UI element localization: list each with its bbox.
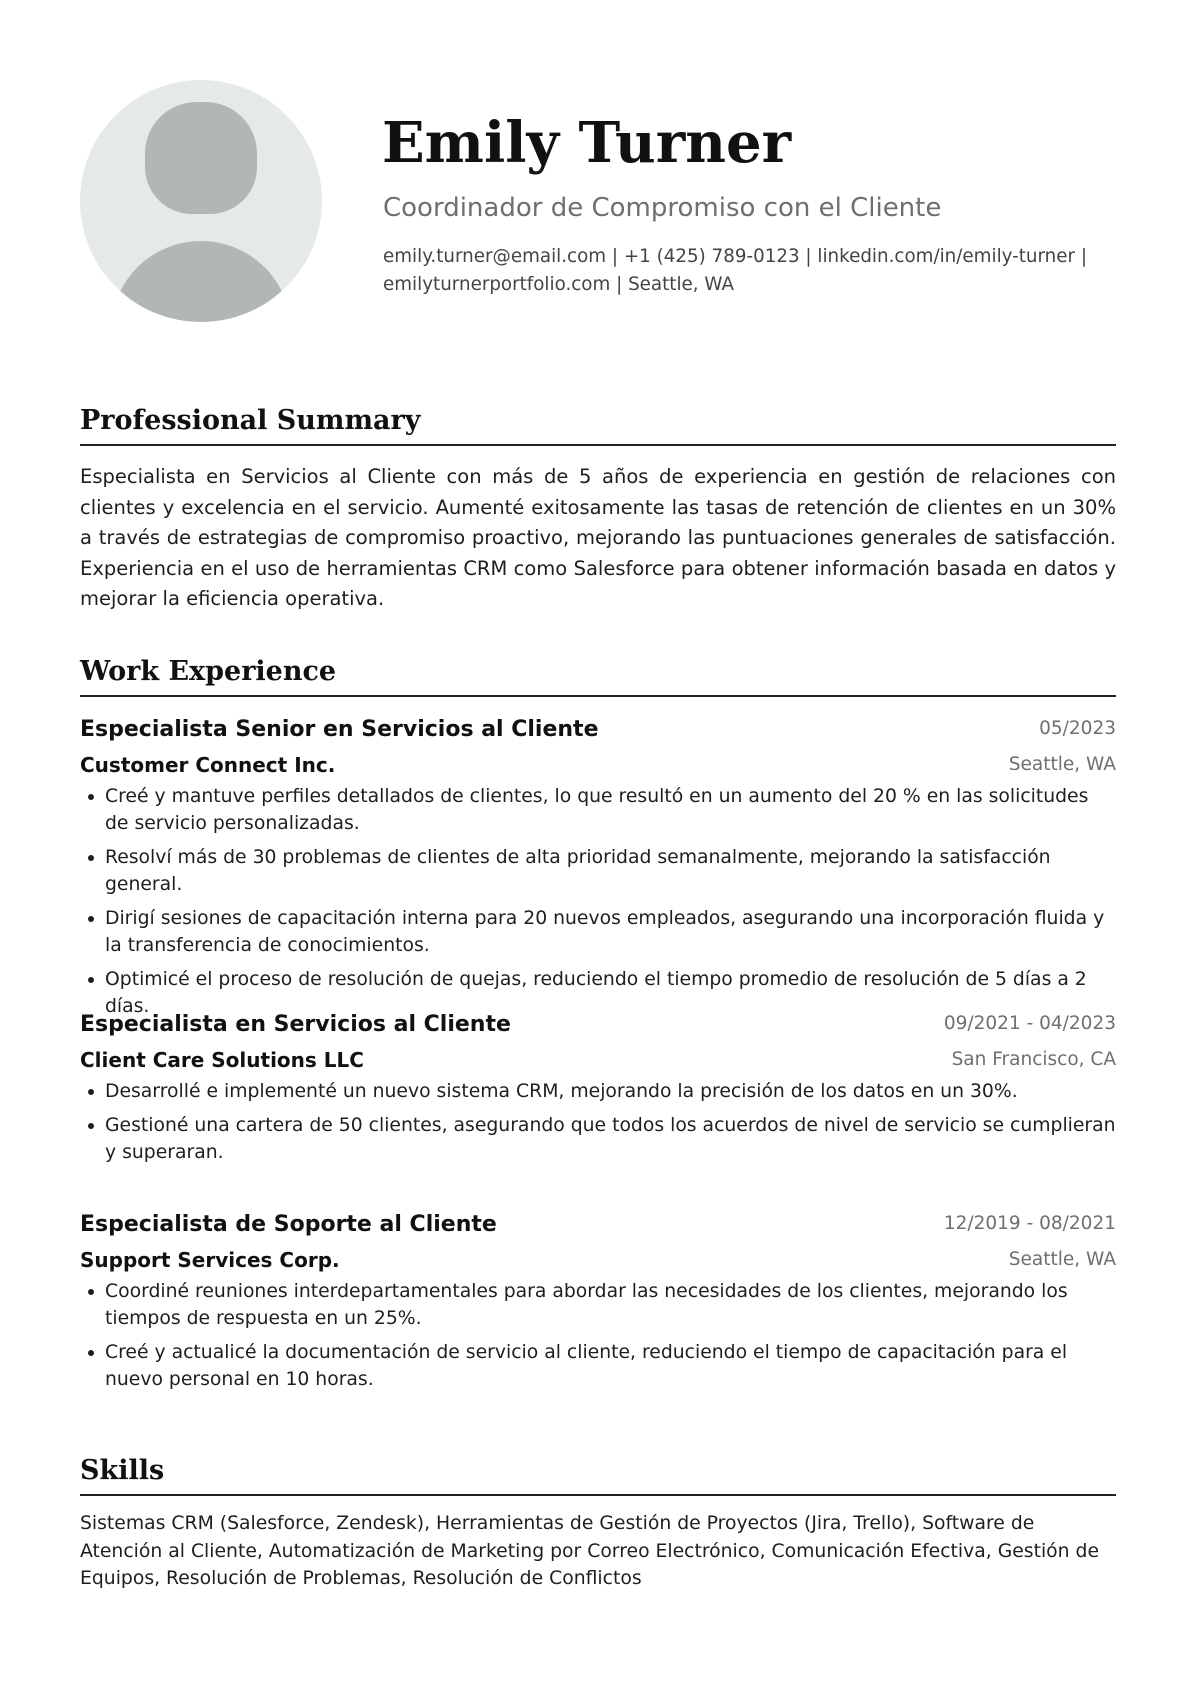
job-location: San Francisco, CA <box>951 1049 1116 1070</box>
avatar-shoulders-shape <box>111 241 291 322</box>
bullet-text: Coordiné reuniones interdepartamentales para abordar las necesidades de los clientes, mejorando los tiempos de respuesta en un 25%. <box>105 1281 1068 1329</box>
summary-heading: Professional Summary <box>80 401 1116 446</box>
avatar-head-shape <box>145 102 257 214</box>
job-bullets <box>80 1078 1116 1166</box>
skills-heading: Skills <box>80 1451 1116 1496</box>
bullet-dot-icon <box>88 1350 94 1356</box>
experience-heading: Work Experience <box>80 652 1116 697</box>
job-entry <box>80 713 1116 1027</box>
contact-line-2: emilyturnerportfolio.com | Seattle, WA <box>383 274 735 295</box>
summary-text: Especialista en Servicios al Cliente con más de 5 años de experiencia en gestión de relaciones con clientes y excelencia en el servicio. Aumenté exitosamente las tasas de retención de clientes en un 30% a través de estrategias de compromiso proactivo, mejorando las puntuaciones generales de satisfacción. Experiencia en el uso de herramientas CRM como Salesforce para obtener información basada en datos y mejorar la eficiencia operativa. <box>80 465 1116 610</box>
bullet-item <box>80 905 1116 959</box>
job-bullets <box>80 783 1116 1020</box>
bullet-text: Desarrollé e implementé un nuevo sistema CRM, mejorando la precisión de los datos en un 30%. <box>105 1081 1018 1102</box>
company-name: Client Care Solutions LLC <box>80 1048 364 1072</box>
job-title: Especialista en Servicios al Cliente <box>80 1012 511 1037</box>
skills-text: Sistemas CRM (Salesforce, Zendesk), Herramientas de Gestión de Proyectos (Jira, Trello), Software de Atención al Cliente, Automatización de Marketing por Correo Electrónico, Comunicación Efectiva, Gestión de Equipos, Resolución de Problemas, Resolución de Conflictos <box>80 1513 1100 1589</box>
job-location: Seattle, WA <box>1008 1249 1116 1270</box>
job-date: 09/2021 - 04/2023 <box>943 1013 1116 1034</box>
bullet-item <box>80 844 1116 898</box>
job-location: Seattle, WA <box>1008 754 1116 775</box>
bullet-dot-icon <box>88 794 94 800</box>
bullet-item <box>80 1278 1116 1332</box>
job-date: 05/2023 <box>1039 718 1116 739</box>
bullet-dot-icon <box>88 1089 94 1095</box>
bullet-dot-icon <box>88 1289 94 1295</box>
avatar-placeholder-icon <box>80 80 322 322</box>
candidate-role: Coordinador de Compromiso con el Cliente <box>383 193 942 223</box>
bullet-dot-icon <box>88 855 94 861</box>
job-title: Especialista Senior en Servicios al Cliente <box>80 717 599 742</box>
contact-info <box>383 243 1123 299</box>
company-name: Customer Connect Inc. <box>80 753 336 777</box>
candidate-name: Emily Turner <box>382 110 792 176</box>
bullet-item <box>80 1112 1116 1166</box>
bullet-text: Optimicé el proceso de resolución de quejas, reduciendo el tiempo promedio de resolución de 5 días a 2 días. <box>105 969 1087 1017</box>
bullet-item <box>80 783 1116 837</box>
company-name: Support Services Corp. <box>80 1248 340 1272</box>
bullet-item <box>80 1339 1116 1393</box>
job-entry <box>80 1208 1116 1400</box>
bullet-text: Gestioné una cartera de 50 clientes, asegurando que todos los acuerdos de nivel de servicio se cumplieran y superaran. <box>105 1115 1116 1163</box>
bullet-item <box>80 1078 1116 1105</box>
job-bullets <box>80 1278 1116 1393</box>
bullet-text: Creé y actualicé la documentación de servicio al cliente, reduciendo el tiempo de capacitación para el nuevo personal en 10 horas. <box>105 1342 1068 1390</box>
bullet-text: Creé y mantuve perfiles detallados de clientes, lo que resultó en un aumento del 20 % en las solicitudes de servicio personalizadas. <box>105 786 1089 834</box>
bullet-text: Dirigí sesiones de capacitación interna para 20 nuevos empleados, asegurando una incorporación fluida y la transferencia de conocimientos. <box>105 908 1105 956</box>
job-date: 12/2019 - 08/2021 <box>943 1213 1116 1234</box>
bullet-dot-icon <box>88 977 94 983</box>
bullet-text: Resolví más de 30 problemas de clientes de alta prioridad semanalmente, mejorando la satisfacción general. <box>105 847 1051 895</box>
contact-line-1: emily.turner@email.com | +1 (425) 789-0123 | linkedin.com/in/emily-turner | <box>383 246 1088 267</box>
bullet-dot-icon <box>88 916 94 922</box>
job-entry <box>80 1008 1116 1173</box>
job-title: Especialista de Soporte al Cliente <box>80 1212 497 1237</box>
bullet-dot-icon <box>88 1123 94 1129</box>
